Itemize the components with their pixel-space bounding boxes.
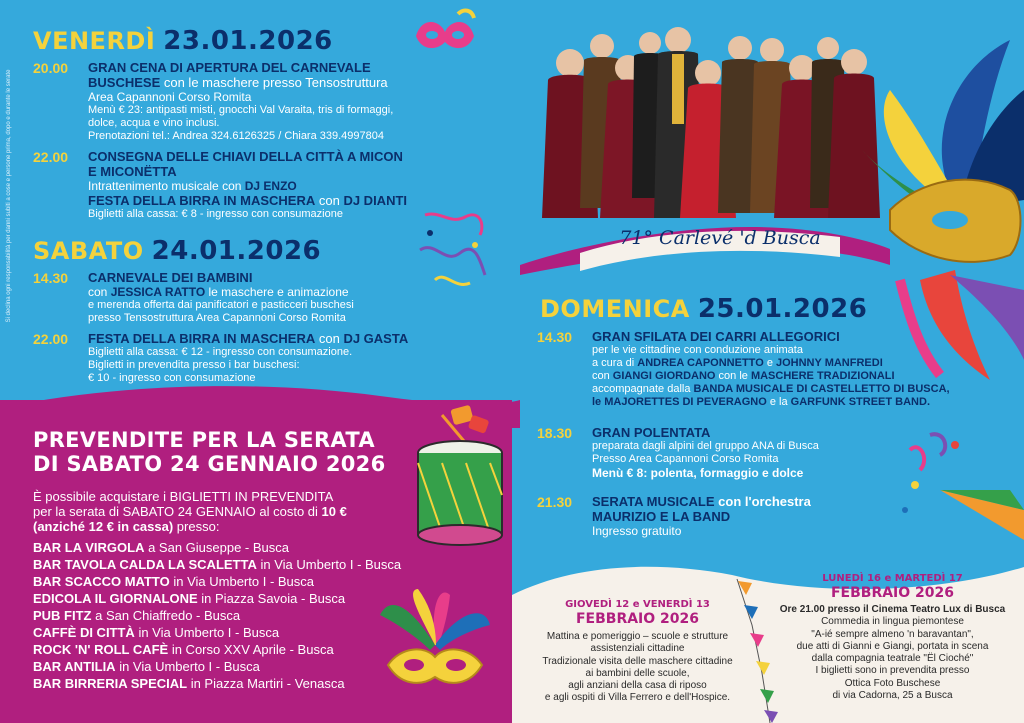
event-title: FESTA DELLA BIRRA IN MASCHERA (88, 331, 316, 346)
venue-location: a San Chiaffredo - Busca (91, 608, 241, 623)
venue-location: in Via Umberto I - Busca (115, 659, 260, 674)
venue-name: BAR TAVOLA CALDA LA SCALETTA (33, 557, 257, 572)
friday-heading (33, 26, 333, 56)
event-detail: presso Tensostruttura Area Capannoni Corso Romita (88, 312, 346, 324)
panel-line: "A-ié sempre almeno 'n baravantan", (811, 628, 974, 640)
venue-name: BAR BIRRERIA SPECIAL (33, 676, 188, 691)
group-photo (520, 18, 880, 228)
saturday-events (33, 270, 473, 385)
panel-right (765, 566, 1020, 702)
feather-mask-icon (370, 585, 500, 710)
panel-left (515, 592, 760, 705)
presale-intro-line: per la serata di SABATO 24 GENNAIO al costo di (33, 504, 322, 519)
panel-line: Mattina e pomeriggio – scuole e strutture (546, 631, 729, 642)
event-time: 21.30 (537, 494, 573, 510)
sunday-date: 25.01.2026 (697, 294, 868, 324)
friday-day: VENERDÌ (33, 27, 156, 55)
event-detail: per le vie cittadine con conduzione animata (592, 344, 803, 356)
event-title: FESTA DELLA BIRRA IN MASCHERA (88, 193, 316, 208)
event-title-part: con (315, 331, 344, 346)
event-detail: Prenotazioni tel.: Andrea 324.6126325 / Chiara 339.4997804 (88, 130, 385, 142)
panel-line: Commedia in lingua piemontese (821, 616, 964, 628)
event-item (33, 60, 473, 143)
event-title-part: BUSCHESE (88, 75, 161, 90)
panel-line: Ore 21.00 presso il Cinema Teatro Lux di Busca (779, 604, 1006, 615)
event-detail: le MAJORETTES DI PEVERAGNO (592, 396, 767, 408)
event-detail: con (592, 370, 613, 382)
friday-date: 23.01.2026 (163, 26, 333, 56)
friday-events (33, 60, 473, 221)
event-detail: JOHNNY MANFREDI (776, 357, 883, 369)
event-title-part: DJ DIANTI (343, 193, 408, 208)
event-title: SERATA MUSICALE (592, 494, 715, 509)
event-detail: Menù € 23: antipasti misti, gnocchi Val Varaita, tris di formaggi, (88, 104, 394, 116)
event-time: 18.30 (537, 425, 573, 441)
venue-name: BAR LA VIRGOLA (33, 540, 145, 555)
list-item (33, 624, 413, 641)
presale-title (33, 428, 423, 476)
event-detail: GIANGI GIORDANO (612, 370, 716, 382)
event-detail: Ingresso gratuito (592, 524, 682, 538)
sunday-day: DOMENICA (540, 295, 690, 323)
panel-date-month: FEBBRAIO 2026 (830, 585, 955, 601)
presale-list (33, 539, 413, 692)
event-title: GRAN CENA DI APERTURA DEL CARNEVALE (88, 60, 371, 75)
list-item (33, 573, 413, 590)
event-title-part: con le maschere presso Tensostruttura (160, 75, 388, 90)
panel-line: dalla compagnia teatrale "Ël Cioché" (811, 653, 974, 665)
event-detail: Menù € 8: polenta, formaggio e dolce (592, 466, 804, 480)
event-time: 22.00 (33, 331, 69, 347)
presale-intro (33, 489, 383, 534)
event-detail: preparata dagli alpini del gruppo ANA di Busca (592, 440, 819, 452)
panel-line: e agli ospiti di Villa Ferrero e dell'Hospice. (544, 692, 731, 704)
panel-line: I biglietti sono in prevendita presso (815, 665, 970, 677)
event-detail: JESSICA RATTO (110, 285, 206, 299)
event-detail: con le (715, 370, 751, 382)
event-name: 71° Carlevé 'd Busca (619, 227, 821, 249)
event-title: CARNEVALE DEI BAMBINI (88, 270, 253, 285)
event-title-part: con (315, 193, 344, 208)
event-detail: a cura di (592, 357, 638, 369)
event-detail: accompagnate dalla (592, 383, 694, 395)
event-location: Area Capannoni Corso Romita (88, 90, 252, 104)
saturday-date: 24.01.2026 (151, 236, 322, 266)
panel-line: agli anziani della casa di riposo (568, 680, 707, 692)
panel-date-days: LUNEDÌ 16 e MARTEDÌ 17 (822, 573, 963, 584)
event-detail: Biglietti alla cassa: € 8 - ingresso con consumazione (88, 208, 343, 220)
list-item (33, 539, 413, 556)
event-item (537, 329, 987, 409)
list-item (33, 641, 413, 658)
venue-location: a San Giuseppe - Busca (144, 540, 289, 555)
event-time: 20.00 (33, 60, 69, 76)
event-detail: € 10 - ingresso con consumazione (88, 372, 256, 384)
panel-line: di via Cadorna, 25 a Busca (832, 690, 953, 702)
event-detail: e merenda offerta dai panificatori e pasticceri buschesi (88, 299, 354, 311)
event-detail: dolce, acqua e vino inclusi. (88, 117, 220, 129)
panel-line: Tradizionale visita delle maschere cittadine (542, 655, 733, 667)
event-title-part: con l'orchestra (714, 494, 811, 509)
venue-name: EDICOLA IL GIORNALONE (33, 591, 198, 606)
panel-line: ai bambini delle scuole, (585, 667, 690, 679)
event-detail: GARFUNK STREET BAND. (790, 396, 931, 408)
venue-name: BAR ANTILIA (33, 659, 116, 674)
panel-date-days: GIOVEDÌ 12 e VENERDÌ 13 (565, 599, 710, 610)
venue-location: in Via Umberto I - Busca (169, 574, 315, 589)
venue-name: BAR SCACCO MATTO (33, 574, 170, 589)
event-title-part: DJ GASTA (343, 331, 409, 346)
event-detail: Biglietti alla cassa: € 12 - ingresso con consumazione. (88, 346, 353, 358)
venue-location: in Piazza Martiri - Venasca (187, 676, 345, 691)
streamer-icon (415, 205, 490, 295)
event-detail: MASCHERE TRADIZIONALI (750, 370, 895, 382)
event-detail: e (763, 357, 776, 369)
event-time: 14.30 (33, 270, 69, 286)
list-item (33, 658, 413, 675)
event-title: MAURIZIO E LA BAND (592, 509, 731, 524)
event-detail: Intrattenimento musicale con (88, 179, 245, 193)
event-detail: le maschere e animazione (205, 285, 349, 299)
event-title: GRAN POLENTATA (592, 425, 711, 440)
mask-icon (412, 6, 478, 68)
event-item (33, 149, 473, 221)
event-title: GRAN SFILATA DEI CARRI ALLEGORICI (592, 329, 840, 344)
event-item (33, 270, 473, 325)
event-detail: DJ ENZO (244, 179, 297, 193)
venue-name: CAFFÈ DI CITTÀ (33, 625, 135, 640)
panel-line: assistenziali cittadine (590, 643, 685, 655)
list-item (33, 556, 413, 573)
event-detail: e la (766, 396, 791, 408)
event-detail: ANDREA CAPONNETTO (637, 357, 764, 369)
venue-location: in Via Umberto I - Busca (134, 625, 280, 640)
list-item (33, 607, 413, 624)
presale-intro-line: (anziché 12 € in cassa) (33, 519, 174, 534)
panel-line: due atti di Gianni e Giangi, portata in scena (796, 640, 989, 652)
saturday-heading (33, 236, 321, 266)
event-detail: BANDA MUSICALE DI CASTELLETTO DI BUSCA, (693, 383, 950, 395)
venue-location: in Piazza Savoia - Busca (197, 591, 346, 606)
event-detail: Presso Area Capannoni Corso Romita (592, 453, 779, 465)
disclaimer: Si declina ogni responsabilità per danni subiti a cose e persone prima, dopo e durante le serate (6, 69, 12, 323)
event-title: E MICONËTTA (88, 164, 177, 179)
event-detail: con (88, 285, 111, 299)
list-item (33, 675, 413, 692)
event-time: 22.00 (33, 149, 69, 165)
venue-location: in Corso XXV Aprile - Busca (168, 642, 334, 657)
saturday-day: SABATO (33, 237, 144, 265)
venue-location: in Via Umberto I - Busca (256, 557, 402, 572)
presale-intro-line: presso: (173, 519, 220, 534)
presale-title-line: PREVENDITE PER LA SERATA (33, 428, 375, 452)
event-detail: Biglietti in prevendita presso i bar buschesi: (88, 359, 300, 371)
party-popper-icon (900, 430, 1024, 560)
presale-title-line: DI SABATO 24 GENNAIO 2026 (33, 452, 386, 476)
event-title: CONSEGNA DELLE CHIAVI DELLA CITTÀ A MICON (88, 149, 403, 164)
list-item (33, 590, 413, 607)
panel-date-month: FEBBRAIO 2026 (575, 611, 700, 627)
sunday-heading (540, 294, 867, 324)
drum-icon (412, 405, 507, 555)
panel-line: Ottica Foto Buschese (844, 677, 941, 689)
venue-name: ROCK 'N' ROLL CAFÈ (33, 642, 169, 657)
presale-intro-line: È possibile acquistare i BIGLIETTI IN PREVENDITA (33, 489, 334, 504)
presale-price: 10 € (321, 504, 347, 519)
event-item (33, 331, 473, 385)
venue-name: PUB FITZ (33, 608, 92, 623)
event-time: 14.30 (537, 329, 573, 345)
